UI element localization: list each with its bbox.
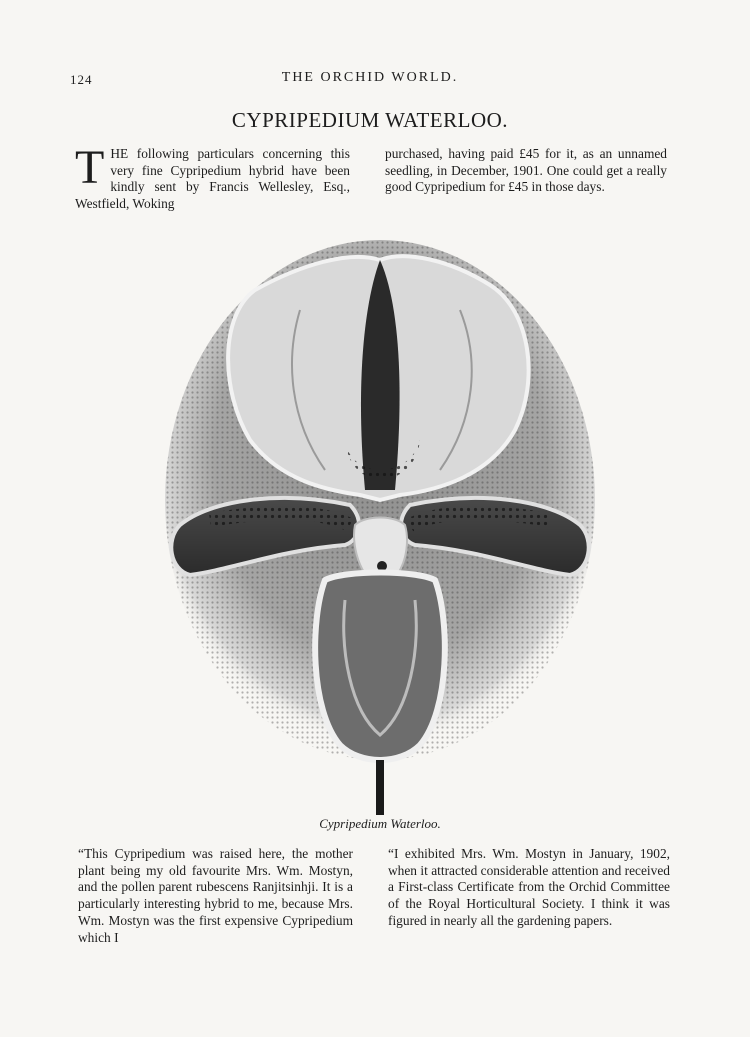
drop-cap: T xyxy=(75,141,105,194)
journal-title: THE ORCHID WORLD. xyxy=(281,70,459,85)
article-title: CYPRIPEDIUM WATERLOO. xyxy=(231,108,509,132)
intro-left-text: HE following particulars concerning this very fine Cypripedium hybrid have been kindly sent by Francis Wellesley, Esq., Westfield, Woking xyxy=(75,146,350,212)
intro-right-text: purchased, having paid £45 for it, as an unnamed seedling, in December, 1901. One could get a really good Cypripedium for £45 in those days. xyxy=(385,146,667,195)
running-head xyxy=(70,70,670,90)
body-left-column: “This Cypripedium was raised here, the mother plant being my old favourite Mrs. Wm. Mostyn, and the pollen parent rubescens Ranjitsinhji. It is a particularly interesting hybrid to me, because Mrs. Wm. Mostyn was the first expensive Cypripedium which I xyxy=(78,846,353,945)
intro-right-column xyxy=(385,146,667,196)
intro-left-column xyxy=(75,141,350,213)
orchid-photograph xyxy=(150,240,610,820)
page-number: 124 xyxy=(70,72,93,87)
figure-caption: Cypripedium Waterloo. xyxy=(319,816,441,831)
body-right-column: “I exhibited Mrs. Wm. Mostyn in January, 1902, when it attracted considerable attention and received a First-class Certificate from the Orchid Committee of the Royal Horticultural Society. I think it was figured in nearly all the gardening papers. xyxy=(388,846,670,928)
